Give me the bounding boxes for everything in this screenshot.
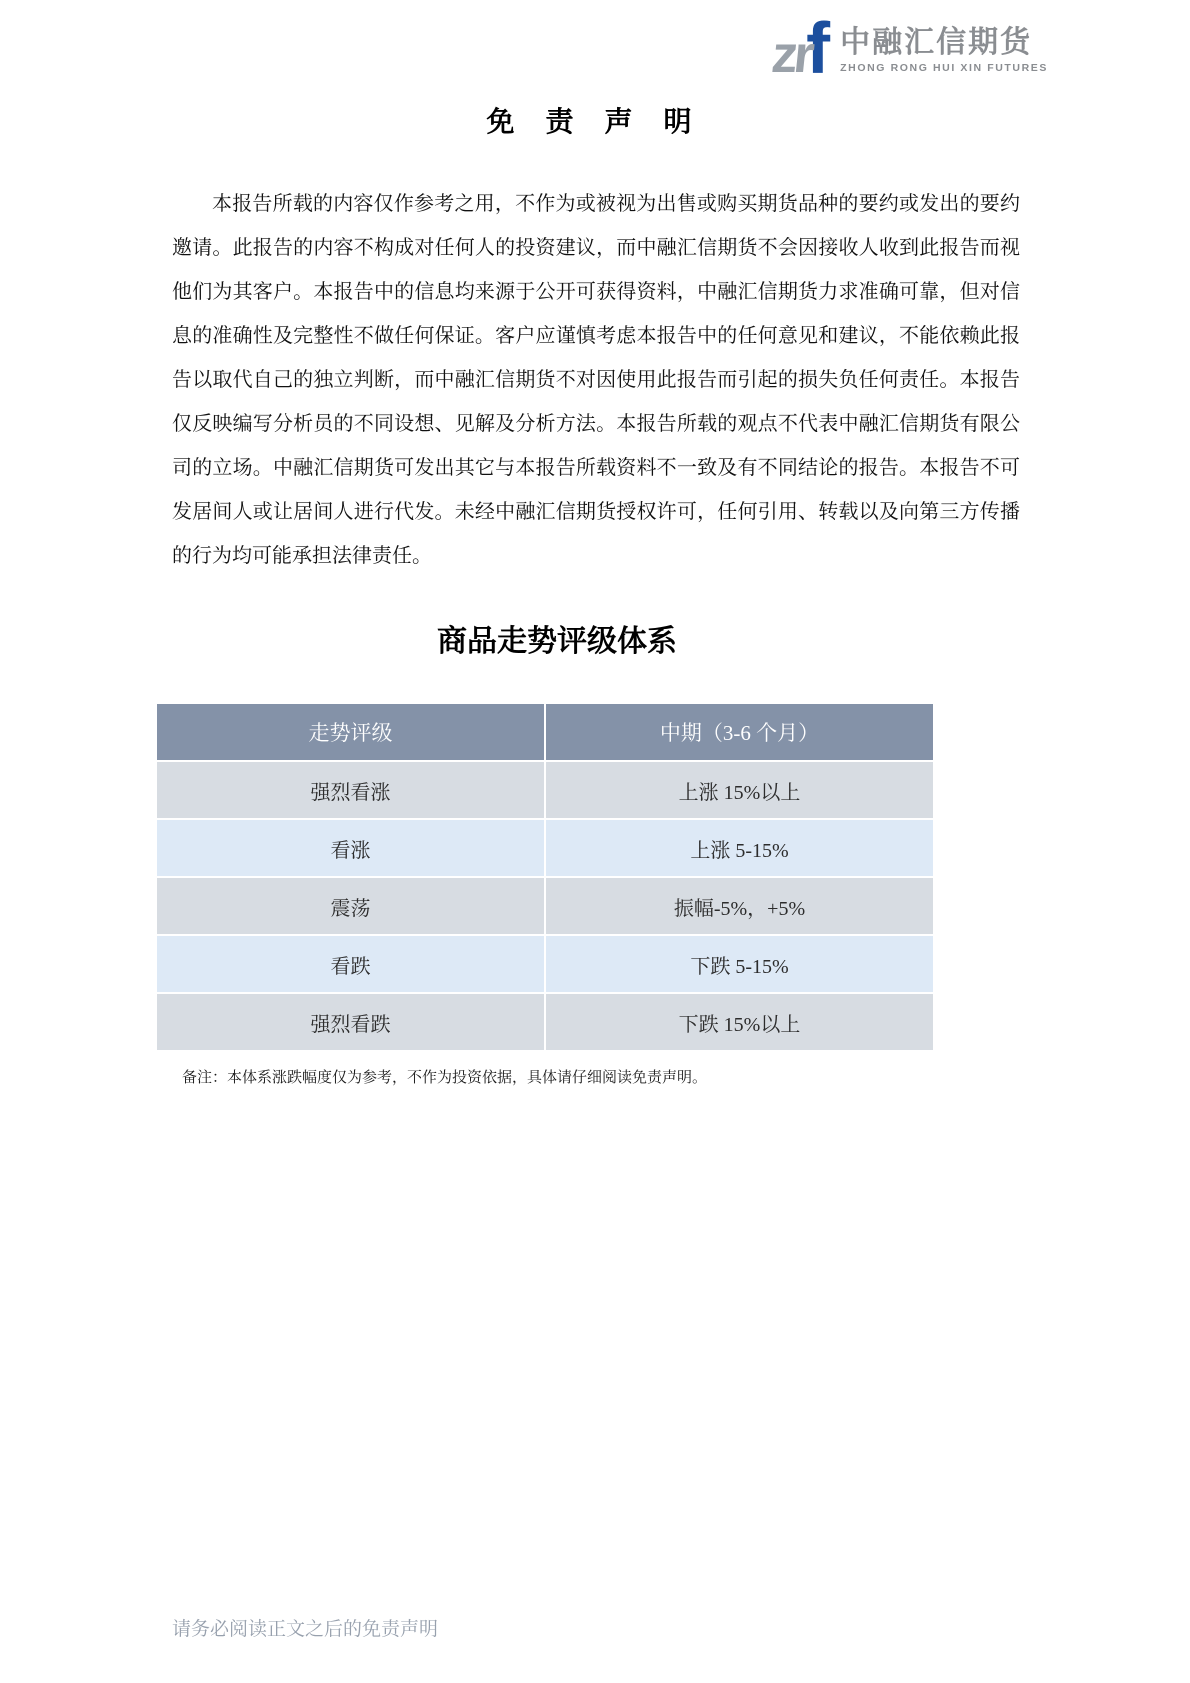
table-row (156, 819, 934, 877)
disclaimer-paragraph: 本报告所载的内容仅作参考之用，不作为或被视为出售或购买期货品种的要约或发出的要约邀请。此报告的内容不构成对任何人的投资建议，而中融汇信期货不会因接收人收到此报告而视他们为其客户。本报告中的信息均来源于公开可获得资料，中融汇信期货力求准确可靠，但对信息的准确性及完整性不做任何保证。客户应谨慎考虑本报告中的任何意见和建议，不能依赖此报告以取代自己的独立判断，而中融汇信期货不对因使用此报告而引起的损失负任何责任。本报告仅反映编写分析员的不同设想、见解及分析方法。本报告所载的观点不代表中融汇信期货有限公司的立场。中融汇信期货可发出其它与本报告所载资料不一致及有不同结论的报告。本报告不可发居间人或让居间人进行代发。未经中融汇信期货授权许可，任何引用、转载以及向第三方传播的行为均可能承担法律责任。 (172, 193, 1020, 567)
table-row (156, 761, 934, 819)
rating-cell: 看跌 (156, 935, 545, 993)
rating-table-container (155, 702, 935, 1052)
rating-cell: 震荡 (156, 877, 545, 935)
rating-system-title: 商品走势评级体系 (437, 625, 677, 658)
logo-names (840, 27, 1048, 76)
rating-table (155, 702, 935, 1052)
range-cell: 上涨 15%以上 (545, 761, 934, 819)
logo-f-letter: f (806, 9, 831, 89)
page-title: 免 责 声 明 (486, 107, 704, 138)
footer-disclaimer-note: 请务必阅读正文之后的免责声明 (172, 1619, 439, 1640)
table-header-row (156, 703, 934, 761)
header-cell-midterm: 中期（3-6 个月） (545, 703, 934, 761)
rating-cell: 强烈看跌 (156, 993, 545, 1051)
range-cell: 振幅-5%，+5% (545, 877, 934, 935)
range-cell: 下跌 15%以上 (545, 993, 934, 1051)
rating-cell: 强烈看涨 (156, 761, 545, 819)
range-cell: 下跌 5-15% (545, 935, 934, 993)
table-row (156, 877, 934, 935)
company-name-chinese: 中融汇信期货 (840, 26, 1033, 60)
company-logo (768, 9, 1048, 89)
range-cell: 上涨 5-15% (545, 819, 934, 877)
header-cell-rating: 走势评级 (156, 703, 545, 761)
logo-zr-letters: zr (768, 26, 814, 85)
table-row (156, 935, 934, 993)
table-note: 备注：本体系涨跌幅度仅为参考，不作为投资依据，具体请仔细阅读免责声明。 (182, 1070, 708, 1086)
table-row (156, 993, 934, 1051)
logo-zrf-mark (768, 9, 831, 89)
rating-cell: 看涨 (156, 819, 545, 877)
company-name-english: ZHONG RONG HUI XIN FUTURES (840, 61, 1048, 74)
